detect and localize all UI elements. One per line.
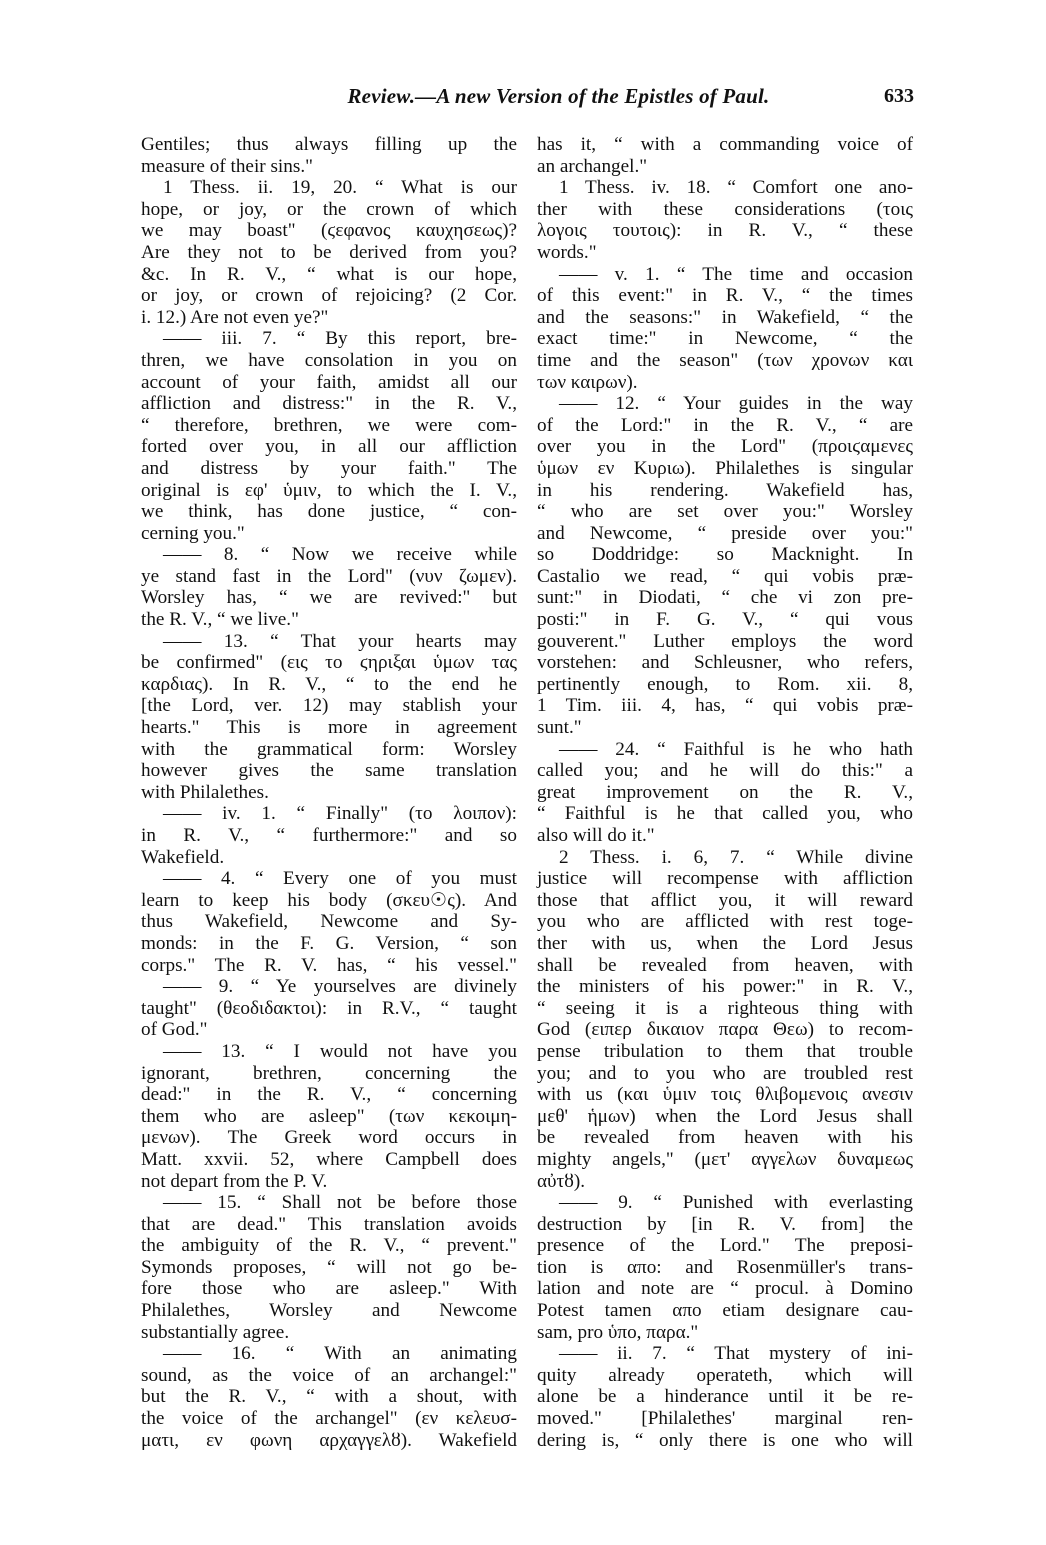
- text-line: “ seeing it is a righteous thing with: [537, 997, 913, 1019]
- text-line: destruction by [in R. V. from] the: [537, 1213, 913, 1235]
- text-line: —— 9. “ Punished with everlasting: [559, 1192, 913, 1214]
- text-line: sam, pro ὑπο, παρα.": [537, 1321, 699, 1343]
- text-line: 1 Thess. iv. 18. “ Comfort one ano-: [559, 177, 913, 199]
- text-line: mighty angels," (μετ' αγγελων δυναμεως: [537, 1148, 913, 1170]
- text-line: so Doddridge: so Macknight. In: [537, 544, 913, 566]
- text-line: time and the season" (των χρονων και: [537, 349, 913, 371]
- text-line: justice will recompense with affliction: [537, 868, 913, 890]
- text-column-right: [537, 134, 913, 1451]
- text-line: Philalethes, Worsley and Newcome: [141, 1300, 517, 1322]
- text-line: an archangel.": [537, 155, 648, 177]
- text-line: them who are asleep" (των κεκοιμη-: [141, 1105, 517, 1127]
- text-line: —— 9. “ Ye yourselves are divinely: [163, 976, 517, 998]
- text-line: shall be revealed from heaven, with: [537, 954, 913, 976]
- text-line: 1 Tim. iii. 4, has, “ qui vobis præ-: [537, 695, 913, 717]
- text-line: those that afflict you, it will reward: [537, 889, 913, 911]
- text-line: alone be a hinderance until it be re-: [537, 1386, 913, 1408]
- text-line: Symonds proposes, “ will not go be-: [141, 1256, 517, 1278]
- text-line: —— 13. “ That your hearts may: [163, 630, 517, 652]
- text-line: of God.": [141, 1019, 208, 1041]
- text-line: of this event:" in R. V., “ the times: [537, 285, 913, 307]
- text-line: called you; and he will do this:" a: [537, 760, 913, 782]
- text-line: exact time:" in Newcome, “ the: [537, 328, 913, 350]
- text-line: ye stand fast in the Lord" (νυν ζωμεν).: [141, 565, 517, 587]
- text-line: thren, we have consolation in you on: [141, 349, 517, 371]
- text-line: has it, “ with a commanding voice of: [537, 134, 913, 155]
- text-line: that are dead." This translation avoids: [141, 1213, 517, 1235]
- text-line: monds: in the F. G. Version, “ son: [141, 932, 517, 954]
- text-line: hearts." This is more in agreement: [141, 717, 517, 739]
- text-line: cerning you.": [141, 522, 245, 544]
- text-line: you who are afflicted with rest toge-: [537, 911, 913, 933]
- text-line: forted over you, in all our affliction: [141, 436, 517, 458]
- text-line: —— 16. “ With an animating: [163, 1343, 517, 1365]
- text-line: i. 12.) Are not even ye?": [141, 306, 329, 328]
- text-line: taught" (θεοδιδακτοι): in R.V., “ taught: [141, 997, 517, 1019]
- text-line: corps." The R. V. has, “ his vessel.": [141, 954, 517, 976]
- text-line: ματι, εν φωνη αρχαγγελȣ). Wakefield: [141, 1429, 517, 1451]
- text-line: dering is, “ only there is one who will: [537, 1429, 913, 1451]
- text-line: sunt.": [537, 717, 582, 739]
- text-line: sunt:" in Diodati, “ che vi zon pre-: [537, 587, 913, 609]
- text-line: pense tribulation to them that trouble: [537, 1040, 913, 1062]
- text-line: μεθ' ἡμων) when the Lord Jesus shall: [537, 1105, 913, 1127]
- text-line: the ministers of his power:" in R. V.,: [537, 976, 913, 998]
- text-line: Gentiles; thus always filling up the: [141, 134, 517, 155]
- text-line: but the R. V., “ with a shout, with: [141, 1386, 517, 1408]
- text-line: “ Faithful is he that called you, who: [537, 803, 913, 825]
- text-line: —— ii. 7. “ That mystery of ini-: [559, 1343, 913, 1365]
- text-line: των καιρων).: [537, 371, 638, 393]
- text-line: words.": [537, 241, 597, 263]
- text-line: “ therefore, brethren, we were com-: [141, 414, 517, 436]
- text-line: learn to keep his body (σκευ☉ς). And: [141, 889, 517, 911]
- text-line: or joy, or crown of rejoicing? (2 Cor.: [141, 285, 517, 307]
- text-line: —— 24. “ Faithful is he who hath: [559, 738, 913, 760]
- text-line: substantially agree.: [141, 1321, 290, 1343]
- text-line: you; and to you who are troubled rest: [537, 1062, 913, 1084]
- text-line: “ who are set over you:" Worsley: [537, 501, 913, 523]
- text-line: posti:" in F. G. V., “ qui vous: [537, 609, 913, 631]
- text-line: be confirmed" (εις το ϛηριξαι ὑμων τας: [141, 652, 517, 674]
- text-line: the ambiguity of the R. V., “ prevent.": [141, 1235, 517, 1257]
- text-line: lation and note are “ procul. à Domino: [537, 1278, 913, 1300]
- text-line: God (ειπερ δικαιον παρα Θεω) to recom-: [537, 1019, 913, 1041]
- text-line: original is εφ' ὑμιν, to which the I. V.,: [141, 479, 517, 501]
- text-line: be revealed from heaven with his: [537, 1127, 913, 1149]
- running-head: [143, 84, 914, 114]
- text-line: ὑμων εν Κυριω). Philalethes is singular: [537, 457, 913, 479]
- text-line: καρδιας). In R. V., “ to the end he: [141, 673, 517, 695]
- text-line: affliction and distress:" in the R. V.,: [141, 393, 517, 415]
- text-line: Worsley has, “ we are revived:" but: [141, 587, 517, 609]
- text-line: in his rendering. Wakefield has,: [537, 479, 913, 501]
- text-line: hope, or joy, or the crown of which: [141, 198, 517, 220]
- text-line: ther with us, when the Lord Jesus: [537, 932, 913, 954]
- text-line: in R. V., “ furthermore:" and so: [141, 825, 517, 846]
- text-line: —— 12. “ Your guides in the way: [559, 393, 913, 415]
- text-line: great improvement on the R. V.,: [537, 781, 913, 803]
- text-line: account of your faith, amidst all our: [141, 371, 517, 393]
- text-line: ignorant, brethren, concerning the: [141, 1062, 517, 1084]
- text-line: Potest tamen απο etiam designare cau-: [537, 1300, 913, 1322]
- text-line: ther with these considerations (τοις: [537, 198, 913, 220]
- text-line: 2 Thess. i. 6, 7. “ While divine: [559, 846, 913, 868]
- text-line: and the seasons:" in Wakefield, “ the: [537, 306, 913, 328]
- text-line: —— 13. “ I would not have you: [163, 1040, 517, 1062]
- text-line: —— v. 1. “ The time and occasion: [559, 263, 913, 285]
- text-line: &c. In R. V., “ what is our hope,: [141, 263, 517, 285]
- text-line: —— 15. “ Shall not be before those: [163, 1192, 517, 1214]
- text-line: Matt. xxvii. 52, where Campbell does: [141, 1148, 517, 1170]
- text-line: however gives the same translation: [141, 760, 517, 782]
- text-line: moved." [Philalethes' marginal ren-: [537, 1408, 913, 1430]
- text-line: Castalio we read, “ qui vobis præ-: [537, 565, 913, 587]
- text-line: vorstehen: and Schleusner, who refers,: [537, 652, 913, 674]
- text-line: 1 Thess. ii. 19, 20. “ What is our: [163, 177, 517, 199]
- text-line: with us (και ὑμιν τοις θλιβομενοις ανεσιν: [537, 1084, 913, 1106]
- text-line: dead:" in the R. V., “ concerning: [141, 1084, 517, 1106]
- text-line: —— iv. 1. “ Finally" (το λοιπον):: [163, 803, 517, 825]
- text-line: quity already operateth, which will: [537, 1364, 913, 1386]
- text-line: αὐτȣ).: [537, 1170, 586, 1192]
- text-line: of the Lord:" in the R. V., “ are: [537, 414, 913, 436]
- text-line: pertinently enough, to Rom. xii. 8,: [537, 673, 913, 695]
- text-line: measure of their sins.": [141, 155, 313, 177]
- text-line: with the grammatical form: Worsley: [141, 738, 517, 760]
- text-line: also will do it.": [537, 825, 655, 846]
- text-line: μενων). The Greek word occurs in: [141, 1127, 517, 1149]
- text-line: gouverent." Luther employs the word: [537, 630, 913, 652]
- text-line: over you in the Lord" (προιϛαμενες: [537, 436, 913, 458]
- text-line: —— iii. 7. “ By this report, bre-: [163, 328, 517, 350]
- text-line: [the Lord, ver. 12) may stablish your: [141, 695, 517, 717]
- running-title: Review.—A new Version of the Epistles of Paul.: [347, 84, 770, 108]
- text-line: we think, has done justice, “ con-: [141, 501, 517, 523]
- text-line: we may boast" (ϛεφανος καυχησεως)?: [141, 220, 517, 242]
- text-line: the voice of the archangel" (εν κελευσ-: [141, 1408, 517, 1430]
- text-line: fore those who are asleep." With: [141, 1278, 517, 1300]
- text-line: λογοις τουτοις): in R. V., “ these: [537, 220, 913, 242]
- text-line: —— 8. “ Now we receive while: [163, 544, 517, 566]
- text-line: sound, as the voice of an archangel:": [141, 1364, 517, 1386]
- text-column-left: [141, 134, 517, 1451]
- text-line: Wakefield.: [141, 846, 225, 868]
- page-number: 633: [884, 85, 914, 107]
- text-line: presence of the Lord." The preposi-: [537, 1235, 913, 1257]
- text-line: and distress by your faith." The: [141, 457, 517, 479]
- text-line: not depart from the P. V.: [141, 1170, 328, 1192]
- text-line: and Newcome, “ preside over you:": [537, 522, 913, 544]
- text-line: tion is απο: and Rosenmüller's trans-: [537, 1256, 913, 1278]
- text-line: Are they not to be derived from you?: [141, 241, 517, 263]
- text-line: the R. V., “ we live.": [141, 609, 299, 631]
- text-line: —— 4. “ Every one of you must: [163, 868, 517, 890]
- text-line: with Philalethes.: [141, 781, 269, 803]
- text-line: thus Wakefield, Newcome and Sy-: [141, 911, 517, 933]
